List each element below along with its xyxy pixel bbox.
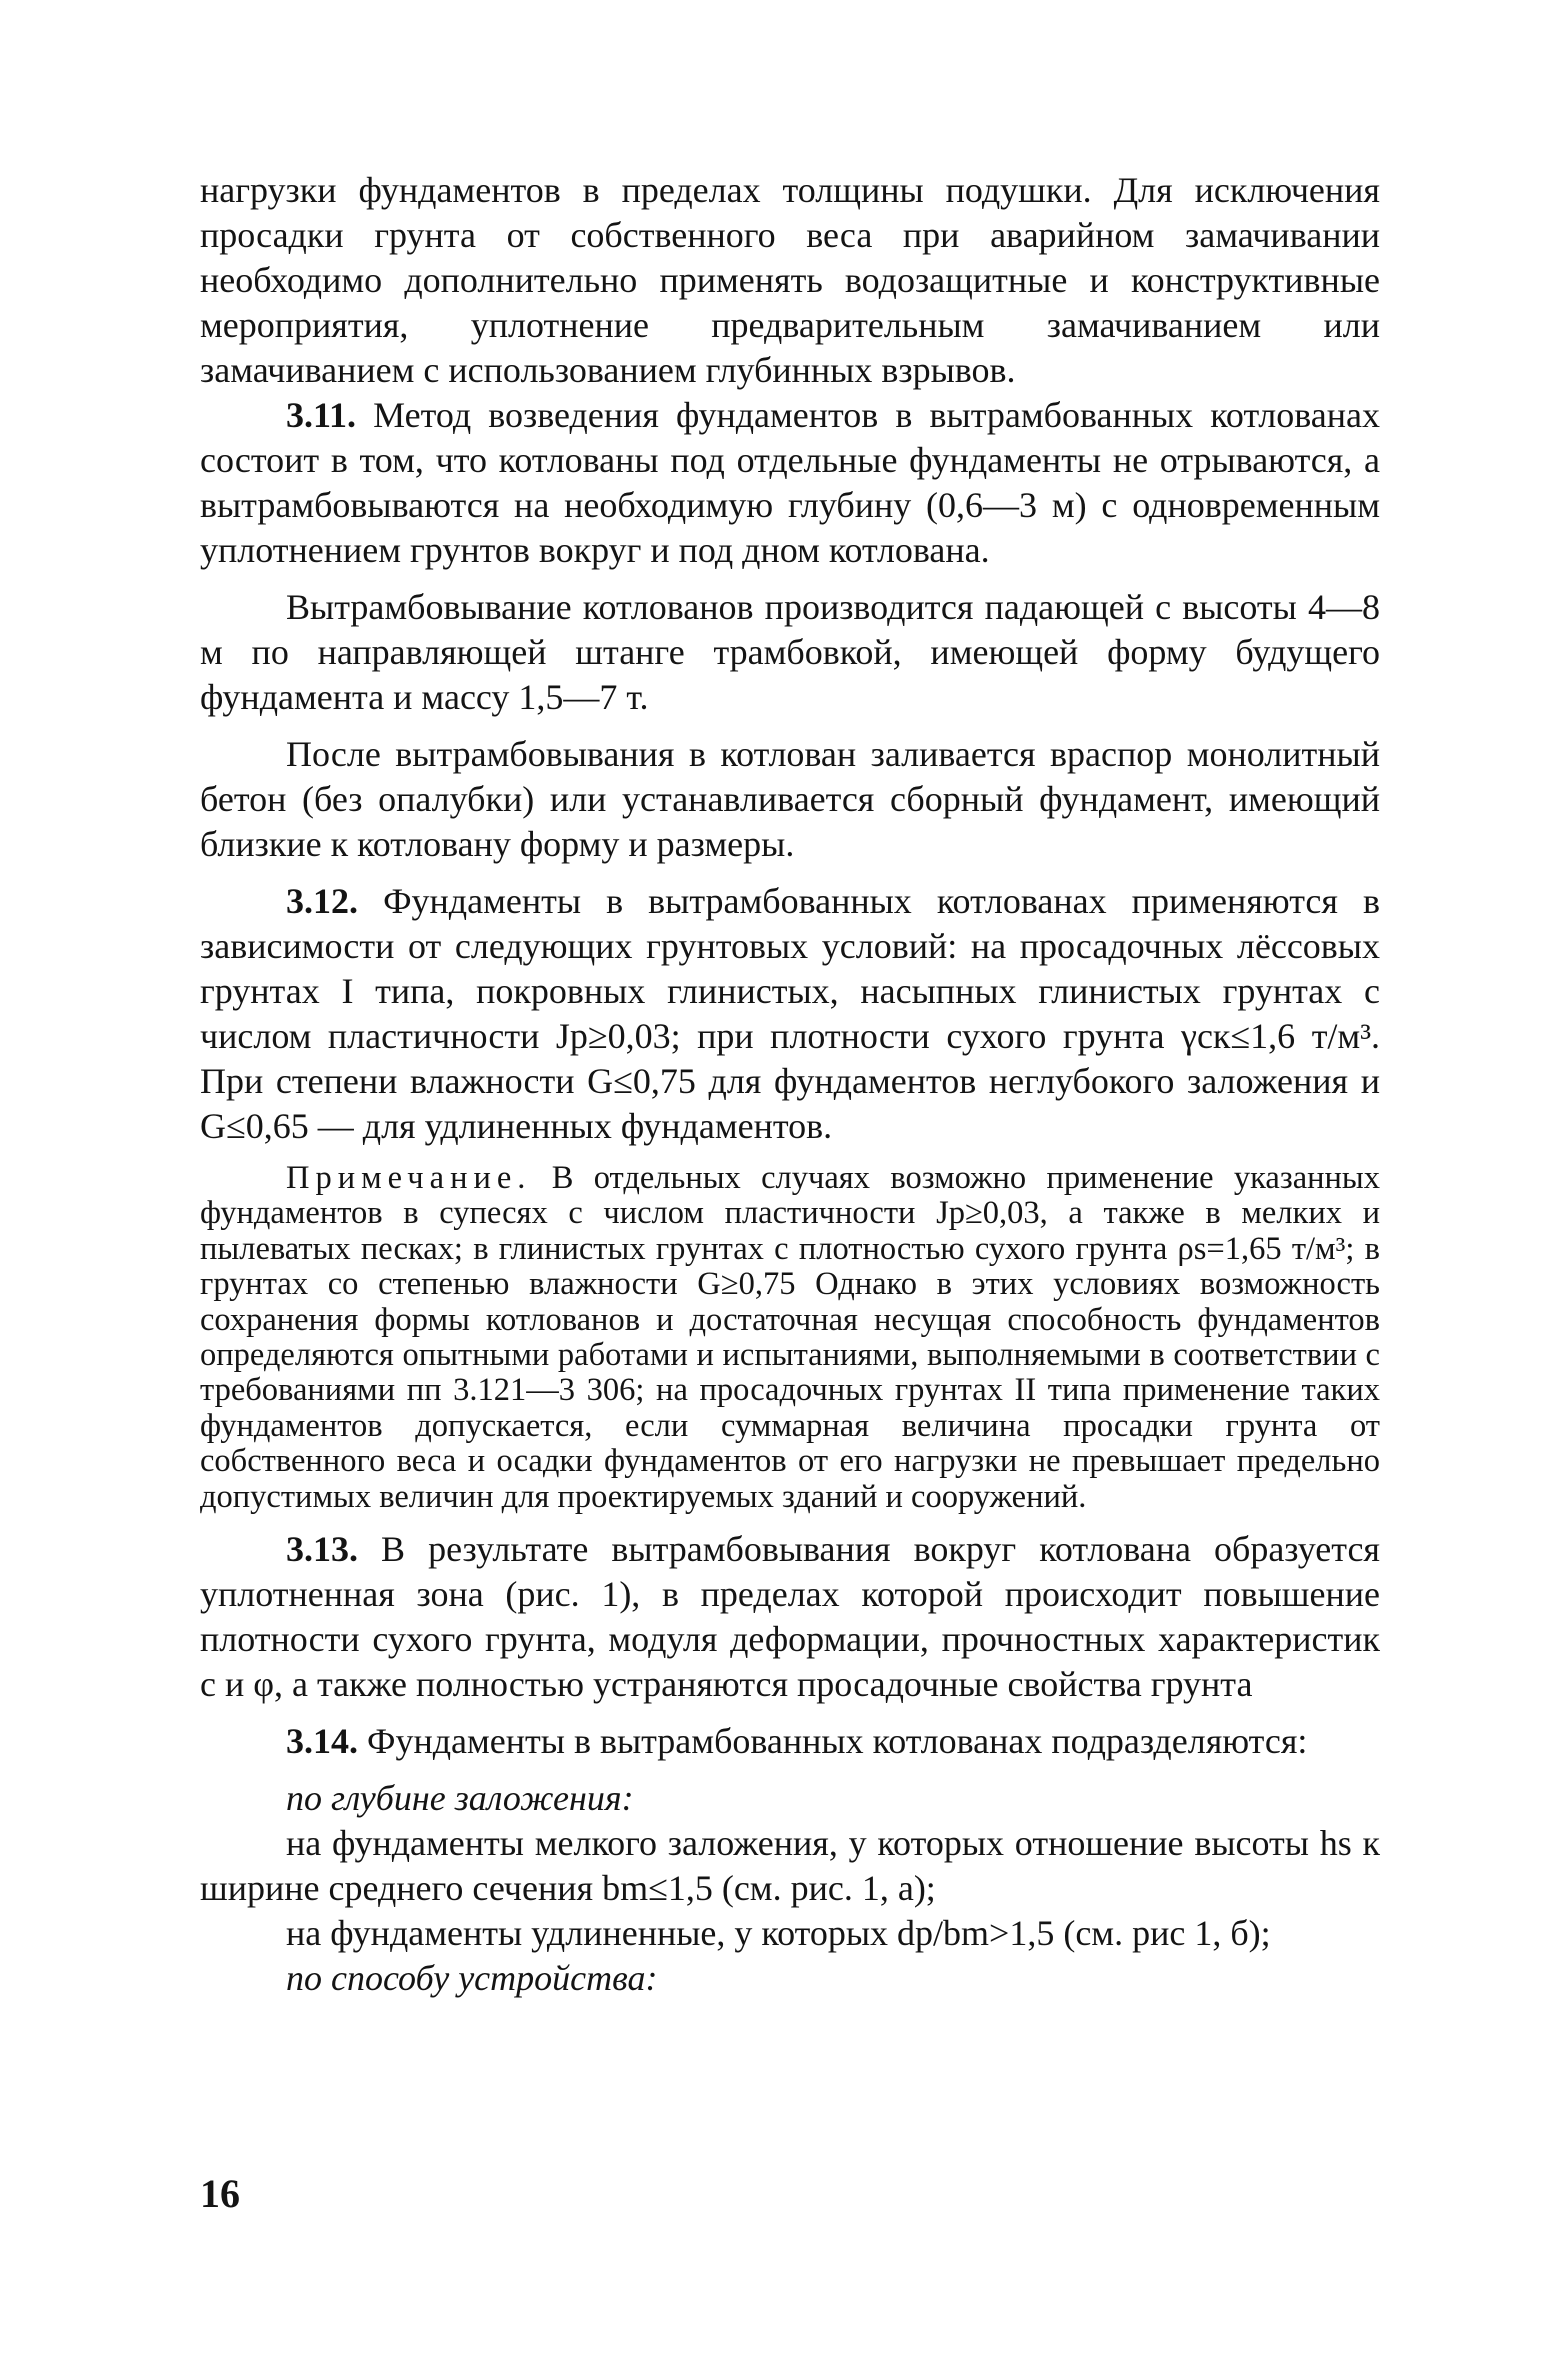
page-number: 16 bbox=[200, 2171, 240, 2216]
subheading-method: по способу устройства: bbox=[286, 1958, 658, 1999]
paragraph-3-14 bbox=[200, 1719, 1380, 1764]
paragraph-text: В результате вытрамбовывания вокруг котлована образуется уплотненная зона (рис. 1), в пределах которой происходит повышение плотности сухого грунта, модуля деформации, прочностных характеристик c и φ, а также полностью устраняются просадочные свойства грунта bbox=[200, 1529, 1380, 1705]
section-number: 3.14. bbox=[286, 1721, 358, 1762]
paragraph-concrete: После вытрамбовывания в котлован заливается враспор монолитный бетон (без опалубки) или устанавливается сборный фундамент, имеющий близкие к котловану форму и размеры. bbox=[200, 734, 1380, 864]
section-number: 3.13. bbox=[286, 1529, 358, 1570]
paragraph-text: Метод возведения фундаментов в вытрамбованных котлованах состоит в том, что котлованы под отдельные фундаменты не отрываются, а вытрамбовываются на необходимую глубину (0,6—3 м) с одновременным уплотнением грунтов вокруг и под дном котлована. bbox=[200, 395, 1380, 570]
note-label: Примечание. bbox=[286, 1160, 532, 1196]
paragraph-3-11 bbox=[200, 393, 1380, 573]
paragraph-3-13 bbox=[200, 1527, 1380, 1707]
paragraph-3-12 bbox=[200, 879, 1380, 1149]
paragraph-continuation: нагрузки фундаментов в пределах толщины подушки. Для исключения просадки грунта от собственного веса при аварийном замачивании необходимо дополнительно применять водозащитные и конструктивные мероприятия, уплотнение предварительным замачиванием или замачиванием с использованием глубинных взрывов. bbox=[200, 170, 1380, 390]
section-number: 3.12. bbox=[286, 881, 358, 921]
section-number: 3.11. bbox=[286, 395, 357, 435]
document-page bbox=[200, 168, 1380, 2001]
subheading-depth: по глубине заложения: bbox=[286, 1778, 634, 1819]
note-text: В отдельных случаях возможно применение указанных фундаментов в супесях с числом пластичности Jp≥0,03, а также в мелких и пылеватых песках; в глинистых грунтах с плотностью сухого грунта ρs=1,65 т/м³; в грунтах со степенью влажности G≥0,75 Однако в этих условиях возможность сохранения формы котлованов и достаточная несущая способность фундаментов определяются опытными работами и испытаниями, выполняемыми в соответствии с требованиями пп 3.121—3 306; на просадочных грунтах II типа применение таких фундаментов допускается, если суммарная величина просадки грунта от собственного веса и осадки фундаментов от его нагрузки не превышает предельно допустимых величин для проектируемых зданий и сооружений. bbox=[200, 1160, 1380, 1515]
list-item-elongated: на фундаменты удлиненные, у которых dp/bm>1,5 (см. рис 1, б); bbox=[286, 1913, 1271, 1954]
note-paragraph bbox=[200, 1161, 1380, 1515]
list-item-shallow: на фундаменты мелкого заложения, у которых отношение высоты hs к ширине среднего сечения bm≤1,5 (см. рис. 1, а); bbox=[200, 1823, 1380, 1909]
paragraph-text: Фундаменты в вытрамбованных котлованах применяются в зависимости от следующих грунтовых условий: на просадочных лёссовых грунтах I типа, покровных глинистых, насыпных глинистых грунтах с числом пластичности Jp≥0,03; при плотности сухого грунта γск≤1,6 т/м³. При степени влажности G≤0,75 для фундаментов неглубокого заложения и G≤0,65 — для удлиненных фундаментов. bbox=[200, 881, 1380, 1146]
paragraph-tamping: Вытрамбовывание котлованов производится падающей с высоты 4—8 м по направляющей штанге трамбовкой, имеющей форму будущего фундамента и массу 1,5—7 т. bbox=[200, 587, 1380, 717]
paragraph-text: Фундаменты в вытрамбованных котлованах подразделяются: bbox=[358, 1721, 1308, 1762]
